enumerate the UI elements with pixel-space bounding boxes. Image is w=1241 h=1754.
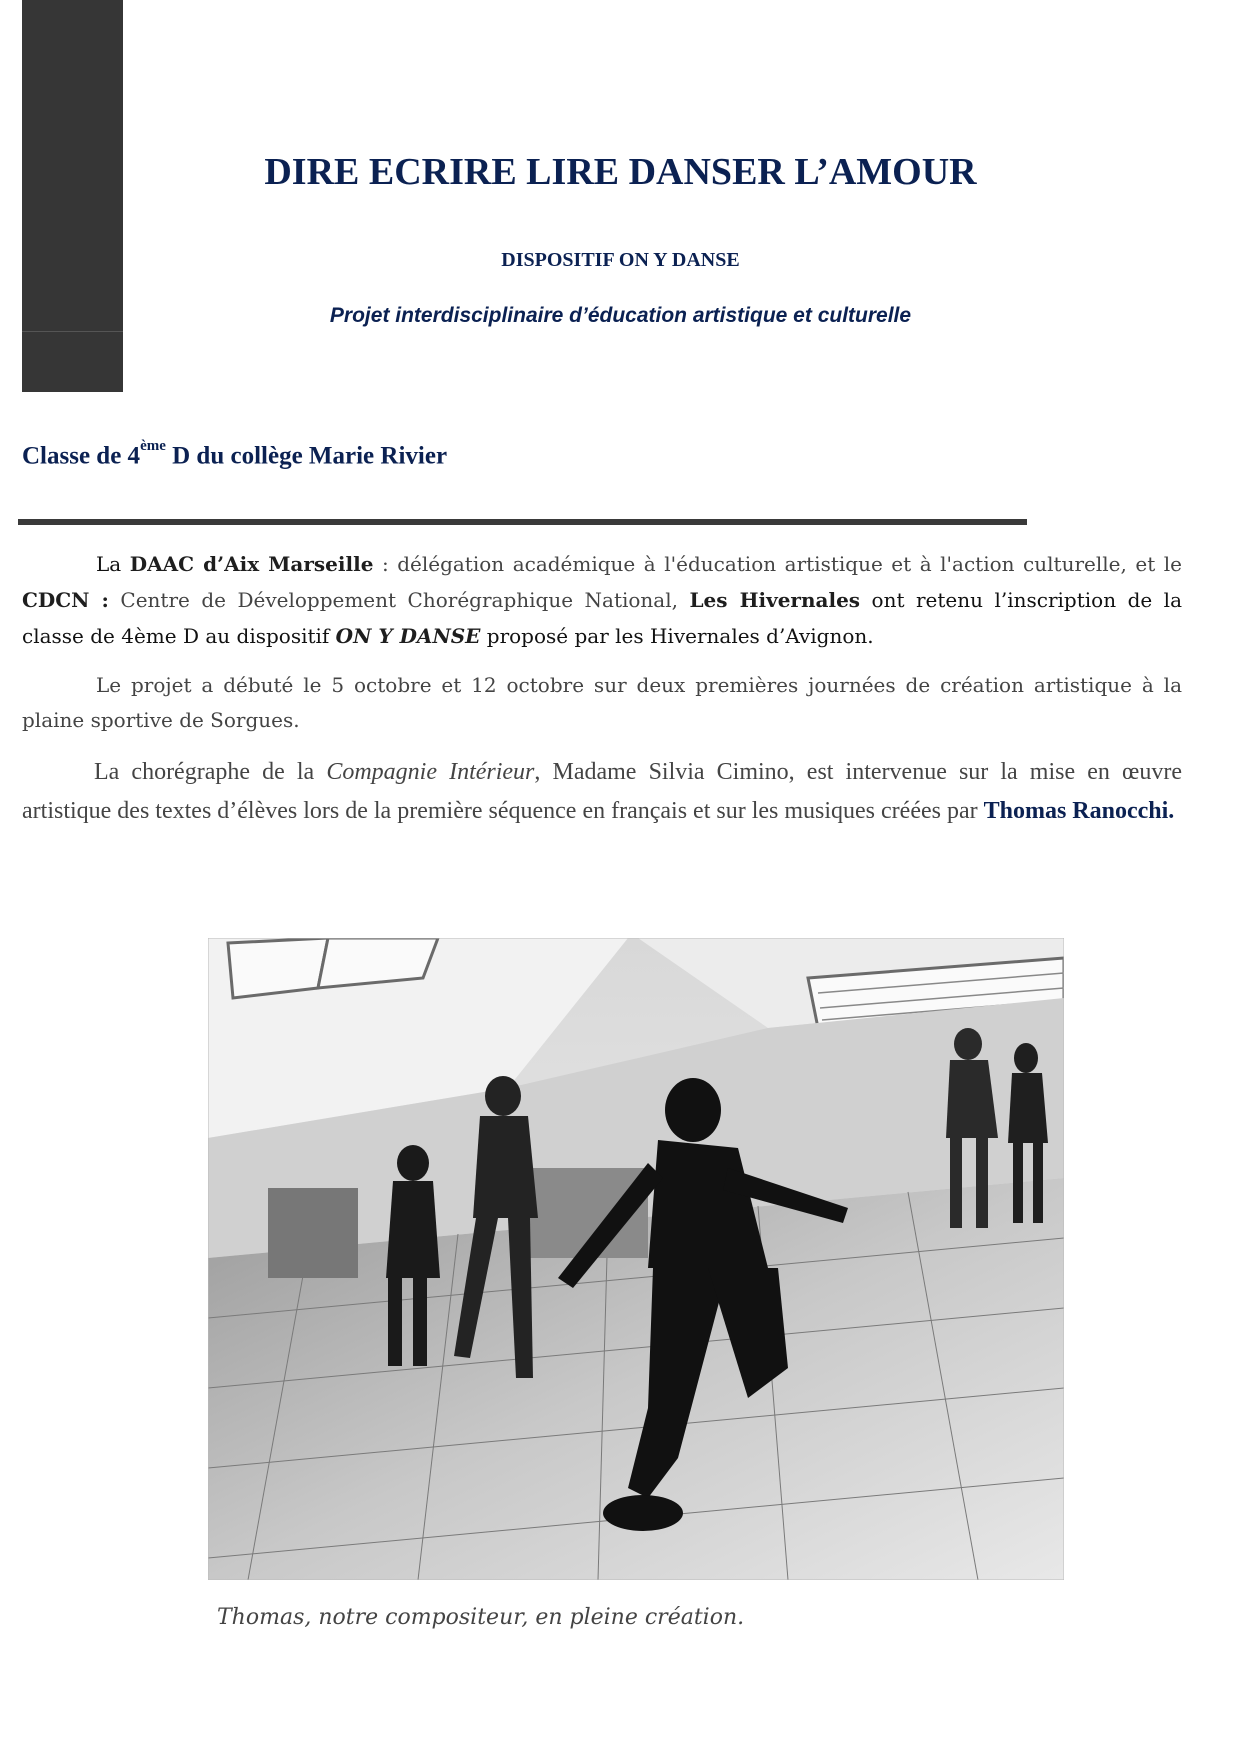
- p3-text-2: , Madame Silvia Cimino, est intervenue sur la mise en œuvre artistique des textes d’élèves lors de la première séquence en français et sur les musiques créées par: [22, 759, 1182, 824]
- class-heading-prefix: Classe de 4: [22, 442, 141, 470]
- p1-bold-hivernales: Les Hivernales: [689, 588, 861, 612]
- class-heading-suffix: D du collège Marie Rivier: [165, 442, 448, 470]
- sidebar-divider: [22, 331, 123, 332]
- decorative-sidebar-bar: [22, 0, 123, 392]
- project-description: Projet interdisciplinaire d’éducation artistique et culturelle: [329, 304, 912, 327]
- dance-class-photo: [208, 938, 1064, 1580]
- p1-bold-daac: DAAC d’Aix Marseille: [129, 552, 374, 576]
- class-heading: [22, 438, 448, 470]
- photo-caption: Thomas, notre compositeur, en pleine création.: [217, 1605, 745, 1630]
- page-subtitle: DISPOSITIF ON Y DANSE: [501, 249, 740, 271]
- p1-bolditalic-onydanse: ON Y DANSE: [335, 624, 481, 648]
- p3-text-1: La chorégraphe de la: [94, 759, 327, 785]
- p2-text: Le projet a débuté le 5 octobre et 12 octobre sur deux premières journées de création artistique à la plaine sportive de Sorgues.: [22, 673, 1182, 732]
- p1-text-3: Centre de Développement Chorégraphique National,: [108, 588, 690, 612]
- paragraph-intro: [22, 546, 1182, 654]
- p1-text-2: : délégation académique à l'éducation artistique et à l'action culturelle, et le: [373, 552, 1182, 576]
- p3-italic-company: Compagnie Intérieur: [326, 759, 535, 785]
- p1-bold-cdcn: CDCN :: [22, 588, 109, 612]
- section-divider: [18, 519, 1027, 525]
- page-title: DIRE ECRIRE LIRE DANSER L’AMOUR: [264, 151, 977, 193]
- class-heading-superscript: ème: [140, 438, 166, 454]
- p1-text-1: La: [96, 552, 130, 576]
- p3-bold-thomas: Thomas Ranocchi.: [983, 798, 1175, 824]
- paragraph-choreographer: [22, 753, 1182, 831]
- p1-text-4: ont retenu l’inscription de la classe de 4ème D au dispositif: [22, 588, 1183, 648]
- p1-text-5: proposé par les Hivernales d’Avignon.: [480, 624, 874, 648]
- paragraph-project-start: [22, 668, 1182, 738]
